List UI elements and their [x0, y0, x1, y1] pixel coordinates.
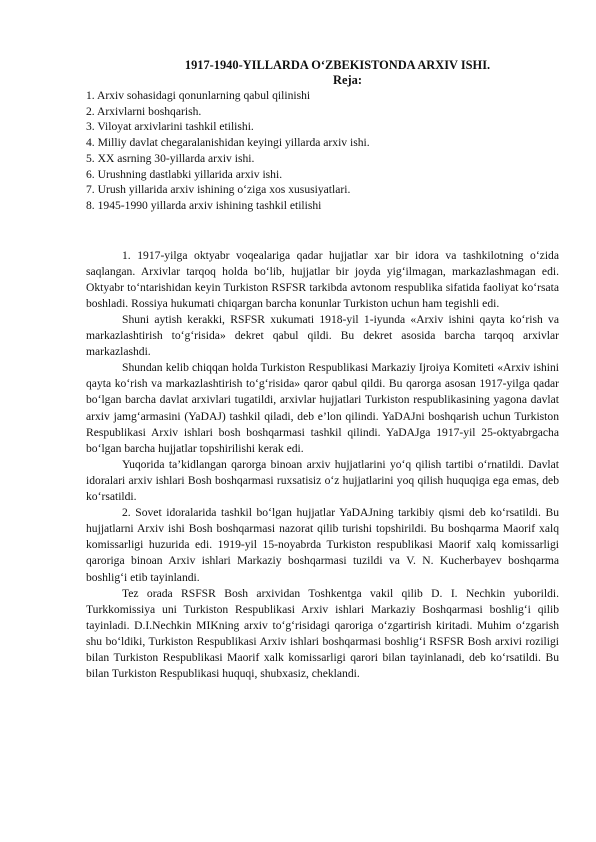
plan-item: 2. Arxivlarni boshqarish.: [86, 104, 202, 118]
paragraph: Shuni aytish kerakki, RSFSR xukumati 1918-yil 1-iyunda «Arxiv ishini qayta ko‘rish va markazlashtirish to‘g‘risida» dekret qabul qildi. Bu dekret asosida barcha tarqoq arxivlar markazlashdi.: [86, 313, 559, 359]
plan-item: 8. 1945-1990 yillarda arxiv ishining tashkil etilishi: [86, 198, 322, 212]
paragraph: Yuqorida ta’kidlangan qarorga binoan arxiv hujjatlarini yo‘q qilish tartibi o‘rnatildi. Davlat idoralari arxiv ishlari Bosh boshqarmasi ruxsatisiz o‘z hujjatlarini yoq qilish huquqiga ega emas, deb ko‘rsatildi.: [86, 457, 559, 504]
plan-item: 1. Arxiv sohasidagi qonunlarning qabul qilinishi: [86, 89, 311, 102]
plan-item: 5. XX asrning 30-yillarda arxiv ishi.: [86, 151, 255, 165]
document-title: 1917-1940-YILLARDA O‘ZBEKISTONDA ARXIV ISHI.: [184, 58, 491, 72]
plan-item: 7. Urush yillarida arxiv ishining o‘ziga xos xususiyatlari.: [86, 183, 351, 197]
paragraph: Shundan kelib chiqqan holda Turkiston Respublikasi Markaziy Ijroiya Komiteti «Arxiv ishini qayta ko‘rish va markazlashtirish to‘g‘risida» qaror qabul qildi. Bu qarorga asosan 1917-yilga qadar bo‘lgan barcha davlat arxivlari tugatildi, arxivlar hujjatlari Turkiston respublikasining yagona davlat arxiv jamg‘armasini (YaDAJ) tashkil qiladi, deb e’lon qilindi. YaDAJni boshqarish uchun Turkiston Respublikasi Arxiv ishlari bosh boshqarmasi tashkil qilindi. YaDAJga 1917-yil 25-oktyabrgacha bo‘lgan barcha hujjatlar topshirilishi kerak edi.: [86, 361, 559, 455]
plan-item: 3. Viloyat arxivlarini tashkil etilishi.: [86, 120, 254, 134]
plan-item: 6. Urushning dastlabki yillarida arxiv ishi.: [86, 167, 283, 181]
plan-item: 4. Milliy davlat chegaralanishidan keyingi yillarda arxiv ishi.: [86, 136, 370, 150]
plan-list: [86, 88, 559, 214]
paragraph: 1. 1917-yilga oktyabr voqealariga qadar hujjatlar xar bir idora va tashkilotning o‘zida saqlangan. Arxivlar tarqoq holda bo‘lib, hujjatlar bir joyda yig‘ilmagan, markazlashmagan edi. Oktyabr to‘ntarishidan keyin Turkiston RSFSR tarkibda avtonom respublika sifatida faoliyat ko‘rsata boshladi. Rossiya hukumati chiqargan barcha konunlar Turkiston uchun ham tegishli edi.: [86, 248, 559, 310]
document-page: [86, 58, 559, 682]
paragraph: Tez orada RSFSR Bosh arxividan Toshkentga vakil qilib D. I. Nechkin yuborildi. Turkkomissiya uni Turkiston Respublikasi Arxiv ishlari Markaziy Boshqarmasi boshlig‘i qilib tayinladi. D.I.Nechkin MIKning arxiv to‘g‘risidagi qaroriga o‘zgartirish kiritadi. Muhim o‘zgarish shu bo‘ldiki, Turkiston Respublikasi Arxiv ishlari boshqarmasi boshlig‘i RSFSR Bosh arxivi roziligi bilan Turkiston Respublikasi Maorif xalk komissarligi qarori bilan tayinlanadi, deb ko‘rsatildi. Bu bilan Turkiston Respublikasi huquqi, shubxasiz, cheklandi.: [86, 586, 559, 681]
plan-heading: Reja:: [333, 73, 362, 87]
body-text: [86, 248, 559, 683]
paragraph: 2. Sovet idoralarida tashkil bo‘lgan hujjatlar YaDAJning tarkibiy qismi deb ko‘rsatildi. Bu hujjatlarni Arxiv ishi Bosh boshqarmasi nazorat qilib turishi topshirildi. Bu boshqarma Maorif xalq komissarligi huzurida edi. 1919-yil 15-noyabrda Turkiston respublikasi Maorif xalq komissarligi qaroriga binoan Arxiv ishlari Markaziy boshqarmasi tuzildi va V. N. Kucherbayev boshqarma boshlig‘i etib tayinlandi.: [86, 506, 559, 584]
